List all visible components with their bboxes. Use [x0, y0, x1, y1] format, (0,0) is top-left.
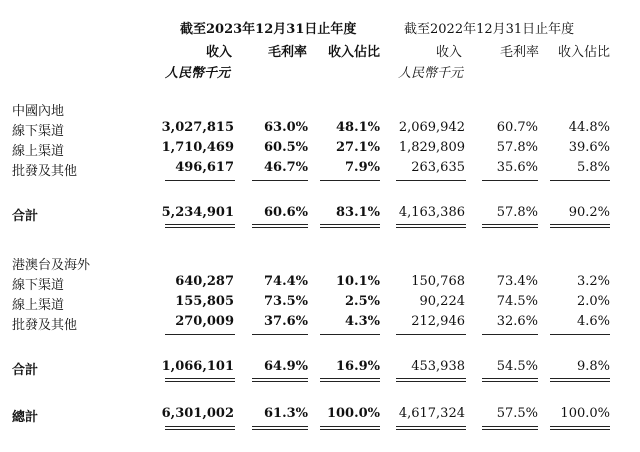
share-2022: 9.8% [576, 359, 610, 374]
col-margin-2022: 毛利率 [500, 45, 540, 60]
divider [550, 224, 610, 225]
share-2022: 100.0% [560, 406, 610, 421]
period-2022-header: 截至2022年12月31日止年度 [404, 22, 575, 37]
divider [482, 227, 538, 228]
period-2023-header: 截至2023年12月31日止年度 [180, 22, 357, 37]
col-share-2022: 收入佔比 [558, 45, 611, 60]
divider [165, 426, 235, 427]
row-label: 批發及其他 [12, 318, 78, 333]
margin-2022: 74.5% [496, 294, 538, 309]
divider [550, 429, 610, 430]
revenue-2023: 1,710,469 [161, 140, 234, 155]
divider [396, 429, 466, 430]
divider [396, 378, 466, 379]
margin-2022: 57.8% [496, 140, 538, 155]
divider [482, 224, 538, 225]
divider [550, 334, 610, 335]
unit-2023: 人民幣千元 [165, 66, 231, 81]
revenue-2022: 2,069,942 [398, 120, 465, 135]
divider [482, 381, 538, 382]
row-label: 線上渠道 [12, 298, 65, 313]
divider [396, 180, 466, 181]
revenue-2023: 5,234,901 [161, 205, 234, 220]
share-2023: 7.9% [345, 160, 380, 175]
share-2023: 2.5% [345, 294, 380, 309]
divider [550, 426, 610, 427]
margin-2022: 73.4% [496, 274, 538, 289]
divider [396, 426, 466, 427]
col-revenue-2022: 收入 [436, 45, 463, 60]
revenue-2023: 1,066,101 [161, 359, 234, 374]
divider [165, 378, 235, 379]
divider [482, 180, 538, 181]
col-margin-2023: 毛利率 [268, 45, 308, 60]
margin-2022: 57.5% [496, 406, 538, 421]
margin-2023: 37.6% [263, 314, 308, 329]
revenue-2022: 263,635 [411, 160, 465, 175]
share-2023: 83.1% [335, 205, 380, 220]
divider [252, 224, 308, 225]
divider [165, 381, 235, 382]
revenue-2023: 6,301,002 [161, 406, 234, 421]
divider [165, 227, 235, 228]
divider [320, 426, 380, 427]
margin-2023: 73.5% [263, 294, 308, 309]
divider [252, 381, 308, 382]
revenue-2023: 3,027,815 [161, 120, 234, 135]
divider [396, 334, 466, 335]
share-2023: 16.9% [335, 359, 380, 374]
divider [396, 381, 466, 382]
revenue-2022: 4,617,324 [398, 406, 465, 421]
share-2023: 27.1% [335, 140, 380, 155]
row-label: 批發及其他 [12, 164, 78, 179]
divider [252, 426, 308, 427]
share-2022: 39.6% [568, 140, 610, 155]
share-2022: 2.0% [576, 294, 610, 309]
margin-2022: 32.6% [496, 314, 538, 329]
divider [482, 378, 538, 379]
divider [482, 334, 538, 335]
revenue-2022: 453,938 [411, 359, 465, 374]
revenue-2022: 150,768 [411, 274, 465, 289]
revenue-2022: 90,224 [419, 294, 465, 309]
margin-2023: 64.9% [263, 359, 308, 374]
revenue-2023: 496,617 [175, 160, 234, 175]
divider [252, 180, 308, 181]
share-2022: 3.2% [576, 274, 610, 289]
divider [252, 227, 308, 228]
divider [252, 378, 308, 379]
col-revenue-2023: 收入 [206, 45, 233, 60]
revenue-2022: 4,163,386 [398, 205, 465, 220]
margin-2023: 61.3% [263, 406, 308, 421]
share-2023: 4.3% [345, 314, 380, 329]
divider [396, 227, 466, 228]
section-title-mainland: 中國內地 [12, 104, 65, 119]
divider [320, 224, 380, 225]
divider [320, 180, 380, 181]
share-2022: 90.2% [568, 205, 610, 220]
margin-2023: 60.6% [263, 205, 308, 220]
divider [252, 334, 308, 335]
margin-2023: 63.0% [263, 120, 308, 135]
divider [165, 334, 235, 335]
revenue-2023: 270,009 [175, 314, 234, 329]
margin-2022: 54.5% [496, 359, 538, 374]
share-2023: 48.1% [335, 120, 380, 135]
divider [165, 224, 235, 225]
margin-2022: 35.6% [496, 160, 538, 175]
subtotal-label: 合計 [12, 209, 39, 224]
divider [252, 429, 308, 430]
share-2023: 100.0% [326, 406, 380, 421]
divider [165, 180, 235, 181]
divider [550, 227, 610, 228]
section-title-overseas: 港澳台及海外 [12, 258, 91, 273]
revenue-2023: 640,287 [175, 274, 234, 289]
row-label: 線下渠道 [12, 124, 65, 139]
share-2022: 44.8% [568, 120, 610, 135]
divider [165, 429, 235, 430]
divider [320, 378, 380, 379]
col-share-2023: 收入佔比 [328, 45, 381, 60]
unit-2022: 人民幣千元 [398, 66, 464, 81]
divider [550, 381, 610, 382]
row-label: 線上渠道 [12, 144, 65, 159]
margin-2022: 57.8% [496, 205, 538, 220]
share-2022: 5.8% [576, 160, 610, 175]
margin-2023: 46.7% [263, 160, 308, 175]
divider [320, 429, 380, 430]
divider [482, 429, 538, 430]
revenue-2023: 155,805 [175, 294, 234, 309]
margin-2023: 74.4% [263, 274, 308, 289]
grand-total-label: 總計 [12, 410, 39, 425]
share-2023: 10.1% [335, 274, 380, 289]
divider [482, 426, 538, 427]
divider [320, 227, 380, 228]
row-label: 線下渠道 [12, 278, 65, 293]
subtotal-label: 合計 [12, 363, 39, 378]
divider [550, 378, 610, 379]
divider [320, 334, 380, 335]
margin-2022: 60.7% [496, 120, 538, 135]
revenue-2022: 1,829,809 [398, 140, 465, 155]
divider [396, 224, 466, 225]
revenue-2022: 212,946 [411, 314, 465, 329]
margin-2023: 60.5% [263, 140, 308, 155]
divider [550, 180, 610, 181]
divider [320, 381, 380, 382]
share-2022: 4.6% [576, 314, 610, 329]
